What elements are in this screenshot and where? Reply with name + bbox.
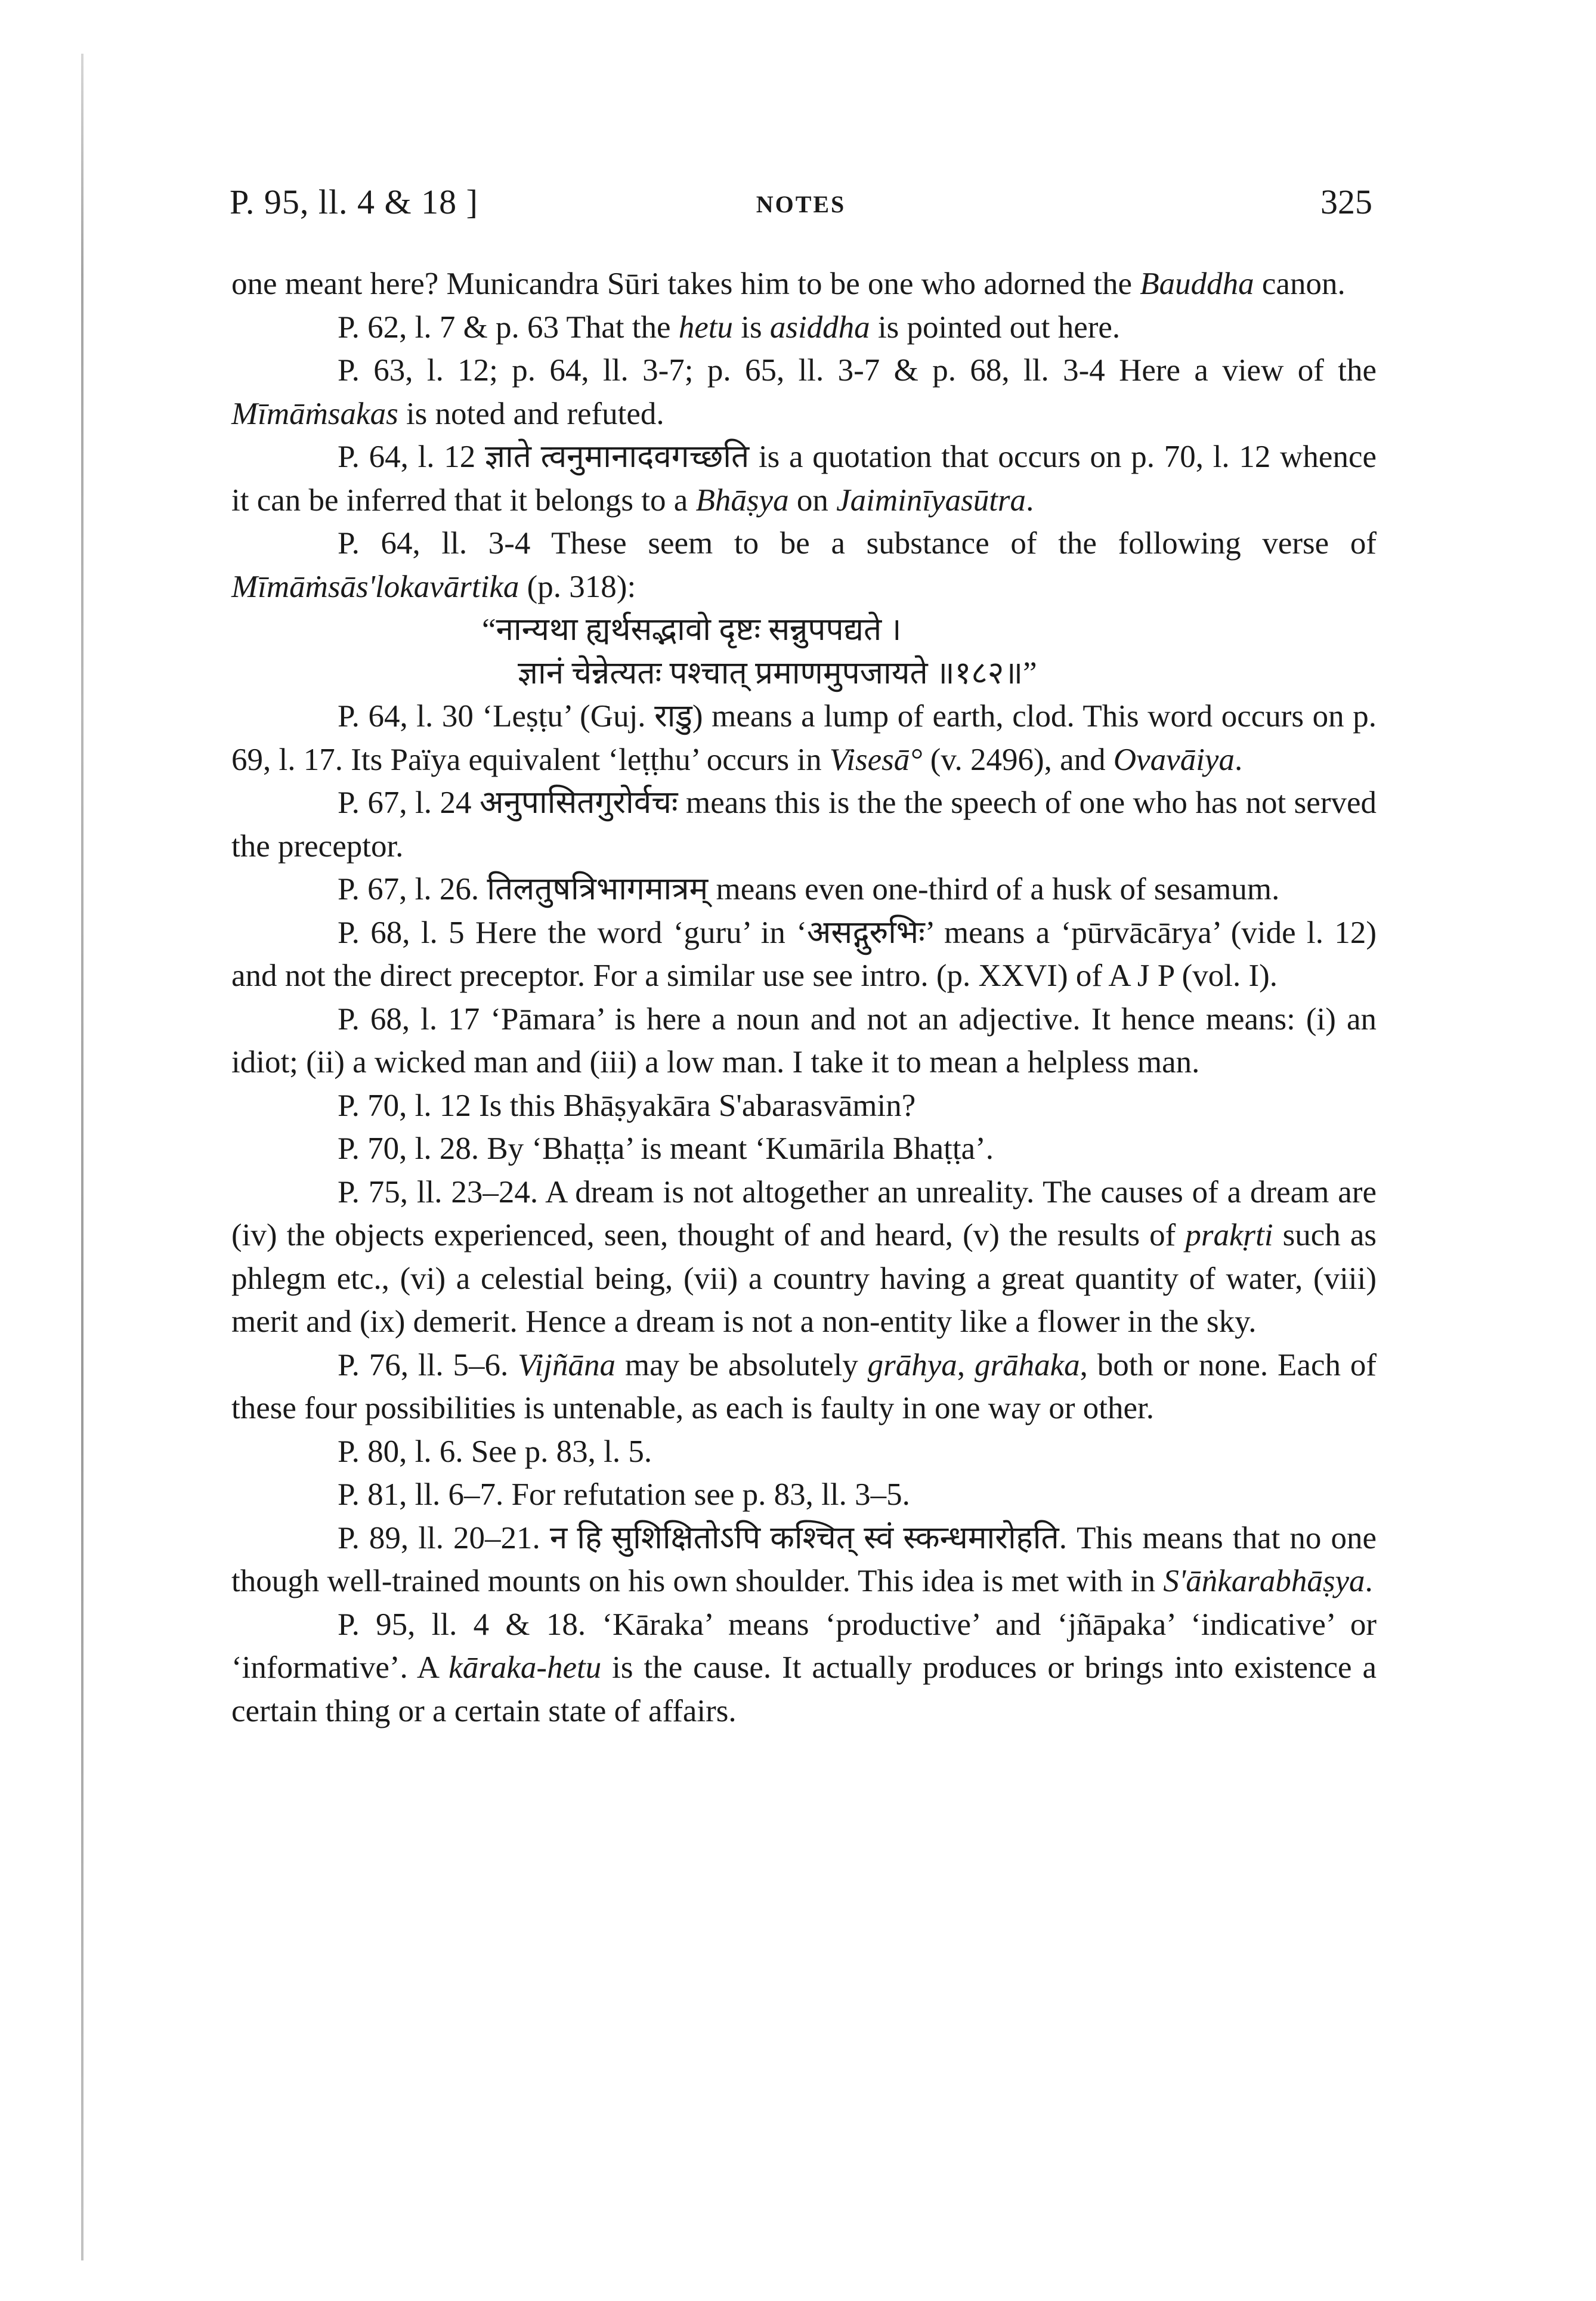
text-run: , [957, 1347, 975, 1383]
note-paragraph [231, 1430, 1377, 1474]
note-paragraph [231, 998, 1377, 1084]
text-run: P. 64, l. 30 ‘Leṣṭu’ (Guj. राडु) means a lump of earth, clod. This word occurs on p. 69, l. 17. Its Païya equivalent ‘leṭṭhu’ occurs in [231, 699, 1377, 777]
text-run: one meant here? Municandra Sūri takes him to be one who adorned the [231, 267, 1140, 301]
text-run: . [1026, 483, 1034, 518]
note-paragraph [231, 781, 1377, 868]
italic-term: Vijñāna [518, 1347, 615, 1383]
text-run: P. 64, ll. 3-4 These seem to be a substance of the following verse of [338, 526, 1377, 561]
italic-term: Jaiminīyasūtra [836, 483, 1026, 518]
italic-term: hetu [678, 310, 733, 345]
text-run: canon. [1254, 267, 1346, 301]
page-number: 325 [1320, 183, 1372, 221]
text-run: P. 64, l. 12 ज्ञाते त्वनुमानादवगच्छति is a quotation that occurs on p. 70, l. 12 whence it can be inferred that it belongs to a [231, 440, 1377, 518]
note-paragraph [231, 1127, 1377, 1171]
note-paragraph [231, 1473, 1377, 1517]
note-paragraph [231, 695, 1377, 781]
binding-edge [81, 54, 83, 2260]
text-run: . [1234, 742, 1243, 777]
note-paragraph [231, 435, 1377, 522]
text-run: is [732, 310, 770, 345]
italic-term: grāhaka [974, 1347, 1080, 1383]
italic-term: prakṛti [1185, 1218, 1273, 1252]
text-run: (p. 318): [519, 569, 636, 604]
text-run: P. 68, l. 17 ‘Pāmara’ is here a noun and not an adjective. It hence means: (i) an idiot; (ii) a wicked man and (iii) a low man. I take it to mean a helpless man. [231, 1001, 1377, 1080]
note-paragraph [231, 306, 1377, 350]
italic-term: Ovavāiya [1113, 742, 1235, 777]
italic-term: grāhya [867, 1347, 957, 1383]
text-run: P. 95, ll. 4 & 18. ‘Kāraka’ means ‘productive’ and ‘jñāpaka’ ‘indicative’ or ‘informative’. A [231, 1607, 1377, 1685]
text-run: such as phlegm etc., (vi) a celestial being, (vii) a country having a great quantity of water, (viii) merit and (ix) demerit. Hence a dream is not a non-entity like a flower in the sky. [231, 1218, 1377, 1339]
text-run: P. 68, l. 5 Here the word ‘guru’ in ‘असद्गुरुभिः’ means a ‘pūrvācārya’ (vide l. 12) and not the direct preceptor. For a similar use see intro. (p. XXVI) of A J P (vol. I). [231, 915, 1377, 993]
text-run: may be absolutely [615, 1347, 868, 1383]
note-paragraph [231, 1084, 1377, 1128]
italic-term: Bhāṣya [695, 483, 789, 518]
note-paragraph [231, 911, 1377, 998]
note-paragraph [231, 349, 1377, 435]
text-run: P. 70, l. 28. By ‘Bhaṭṭa’ is meant ‘Kumārila Bhaṭṭa’. [338, 1131, 994, 1166]
italic-term: asiddha [769, 310, 870, 345]
text-run: (v. 2496), and [922, 742, 1114, 777]
text-run: is the cause. It actually produces or brings into existence a certain thing or a certain state of affairs. [231, 1650, 1377, 1728]
note-paragraph [231, 868, 1377, 911]
verse-line-2: ज्ञानं चेन्नेत्यतः पश्चात् प्रमाणमुपजायते ॥१८२॥” [518, 655, 1037, 691]
text-run: P. 67, l. 26. तिलतुषत्रिभागमात्रम् means even one-third of a husk of sesamum. [338, 872, 1280, 907]
running-header [230, 182, 1372, 236]
note-paragraph [231, 262, 1377, 306]
text-run: P. 63, l. 12; p. 64, ll. 3-7; p. 65, ll. 3-7 & p. 68, ll. 3-4 Here a view of the [338, 353, 1377, 388]
notes-body [231, 262, 1377, 1733]
italic-term: kāraka-hetu [449, 1650, 602, 1685]
note-paragraph [231, 1517, 1377, 1603]
header-reference: P. 95, ll. 4 & 18 ] [230, 183, 478, 221]
text-run: , both or none. Each of these four possibilities is untenable, as each is faulty in one way or other. [231, 1347, 1377, 1425]
text-run: P. 70, l. 12 Is this Bhāṣyakāra S'abarasvāmin? [338, 1088, 916, 1123]
italic-term: Mīmāṁsakas [231, 396, 398, 431]
text-run: P. 89, ll. 20–21. न हि सुशिक्षितोऽपि कश्चित् स्वं स्कन्धमारोहति. This means that no one though well-trained mounts on his own shoulder. This idea is met with in [231, 1520, 1377, 1598]
note-paragraph [231, 1603, 1377, 1733]
text-run: is pointed out here. [870, 310, 1121, 345]
note-paragraph [231, 522, 1377, 608]
header-title: NOTES [756, 191, 846, 218]
text-run: P. 62, l. 7 & p. 63 That the [338, 310, 679, 345]
text-run: P. 75, ll. 23–24. A dream is not altogether an unreality. The causes of a dream are (iv) the objects experienced, seen, thought of and heard, (v) the results of [231, 1174, 1377, 1252]
verse-line-1: “नान्यथा ह्यर्थसद्भावो दृष्टः सन्नुपपद्यते । [482, 613, 902, 647]
text-run: . [1365, 1564, 1373, 1598]
italic-term: S'āṅkarabhāṣya [1163, 1564, 1365, 1598]
italic-term: Visesā° [829, 742, 923, 777]
text-run: is noted and refuted. [398, 396, 664, 431]
italic-term: Bauddha [1140, 267, 1254, 301]
note-paragraph [231, 1171, 1377, 1344]
text-run: P. 67, l. 24 अनुपासितगुरोर्वचः means this is the the speech of one who has not served the preceptor. [231, 785, 1377, 864]
note-paragraph [231, 1344, 1377, 1430]
text-run: P. 80, l. 6. See p. 83, l. 5. [338, 1434, 652, 1469]
italic-term: Mīmāṁsās'lokavārtika [231, 569, 519, 604]
text-run: P. 81, ll. 6–7. For refutation see p. 83, ll. 3–5. [338, 1477, 910, 1512]
text-run: P. 76, ll. 5–6. [338, 1347, 518, 1383]
text-run: on [788, 483, 837, 518]
